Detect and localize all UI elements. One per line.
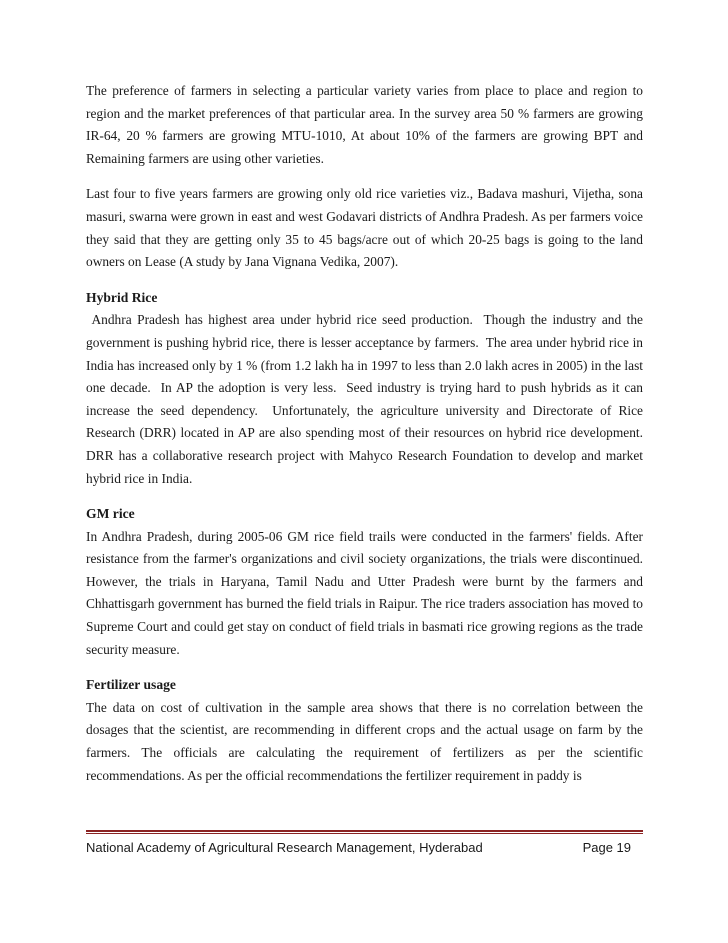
- heading-hybrid-rice: Hybrid Rice: [86, 289, 158, 305]
- footer-divider: [86, 830, 643, 834]
- paragraph-variety-preference: The preference of farmers in selecting a particular variety varies from place to place and region to region and the market preferences of that particular area. In the survey area 50 % farmers are growing IR-64, 20 % farmers are growing MTU-1010, At about 10% of the farmers are growing BPT and Remaining farmers are using other varieties.: [86, 83, 643, 166]
- heading-fertilizer-usage: Fertilizer usage: [86, 677, 176, 693]
- paragraph-fertilizer-usage: The data on cost of cultivation in the sample area shows that there is no correlation between the dosages that the scientist, are recommending in different crops and the actual usage on farm by the farmers. The officials are calculating the requirement of fertilizers as per the scientific recommendations. As per the official recommendations the fertilizer requirement in paddy is: [86, 699, 643, 783]
- paragraph-hybrid-rice: Andhra Pradesh has highest area under hybrid rice seed production. Though the industry and the government is pushing hybrid rice, there is lesser acceptance by farmers. The area under hybrid rice in India has increased only by 1 % (from 1.2 lakh ha in 1997 to less than 2.0 lakh acres in 2005) in the last one decade. In AP the adoption is very less. Seed industry is trying hard to push hybrids as it can increase the seed dependency. Unfortunately, the agriculture university and Directorate of Rice Research (DRR) located in AP are also spending most of their resources on hybrid rice development. DRR has a collaborative research project with Mahyco Research Foundation to develop and market hybrid rice in India.: [86, 312, 654, 486]
- page-number: Page 19: [582, 840, 631, 855]
- paragraph-old-varieties: Last four to five years farmers are growing only old rice varieties viz., Badava mashuri, Vijetha, sona masuri, swarna were grown in east and west Godavari districts of Andhra Pradesh. As per farmers voice they said that they are getting only 35 to 45 bags/acre out of which 20-25 bags is going to the land owners on Lease (A study by Jana Vignana Vedika, 2007).: [86, 186, 643, 270]
- paragraph-gm-rice: In Andhra Pradesh, during 2005-06 GM rice field trails were conducted in the farmers' fields. After resistance from the farmer's organizations and civil society organizations, the trials were discontinued. However, the trials in Haryana, Tamil Nadu and Utter Pradesh were burnt by the farmers and Chhattisgarh government has burned the field trials in Raipur. The rice traders association has moved to Supreme Court and could get stay on conduct of field trials in basmati rice growing regions as the trade security measure.: [86, 528, 643, 657]
- footer-organization: National Academy of Agricultural Research Management, Hyderabad: [86, 840, 483, 855]
- heading-gm-rice: GM rice: [86, 506, 135, 522]
- page-body: [86, 80, 654, 787]
